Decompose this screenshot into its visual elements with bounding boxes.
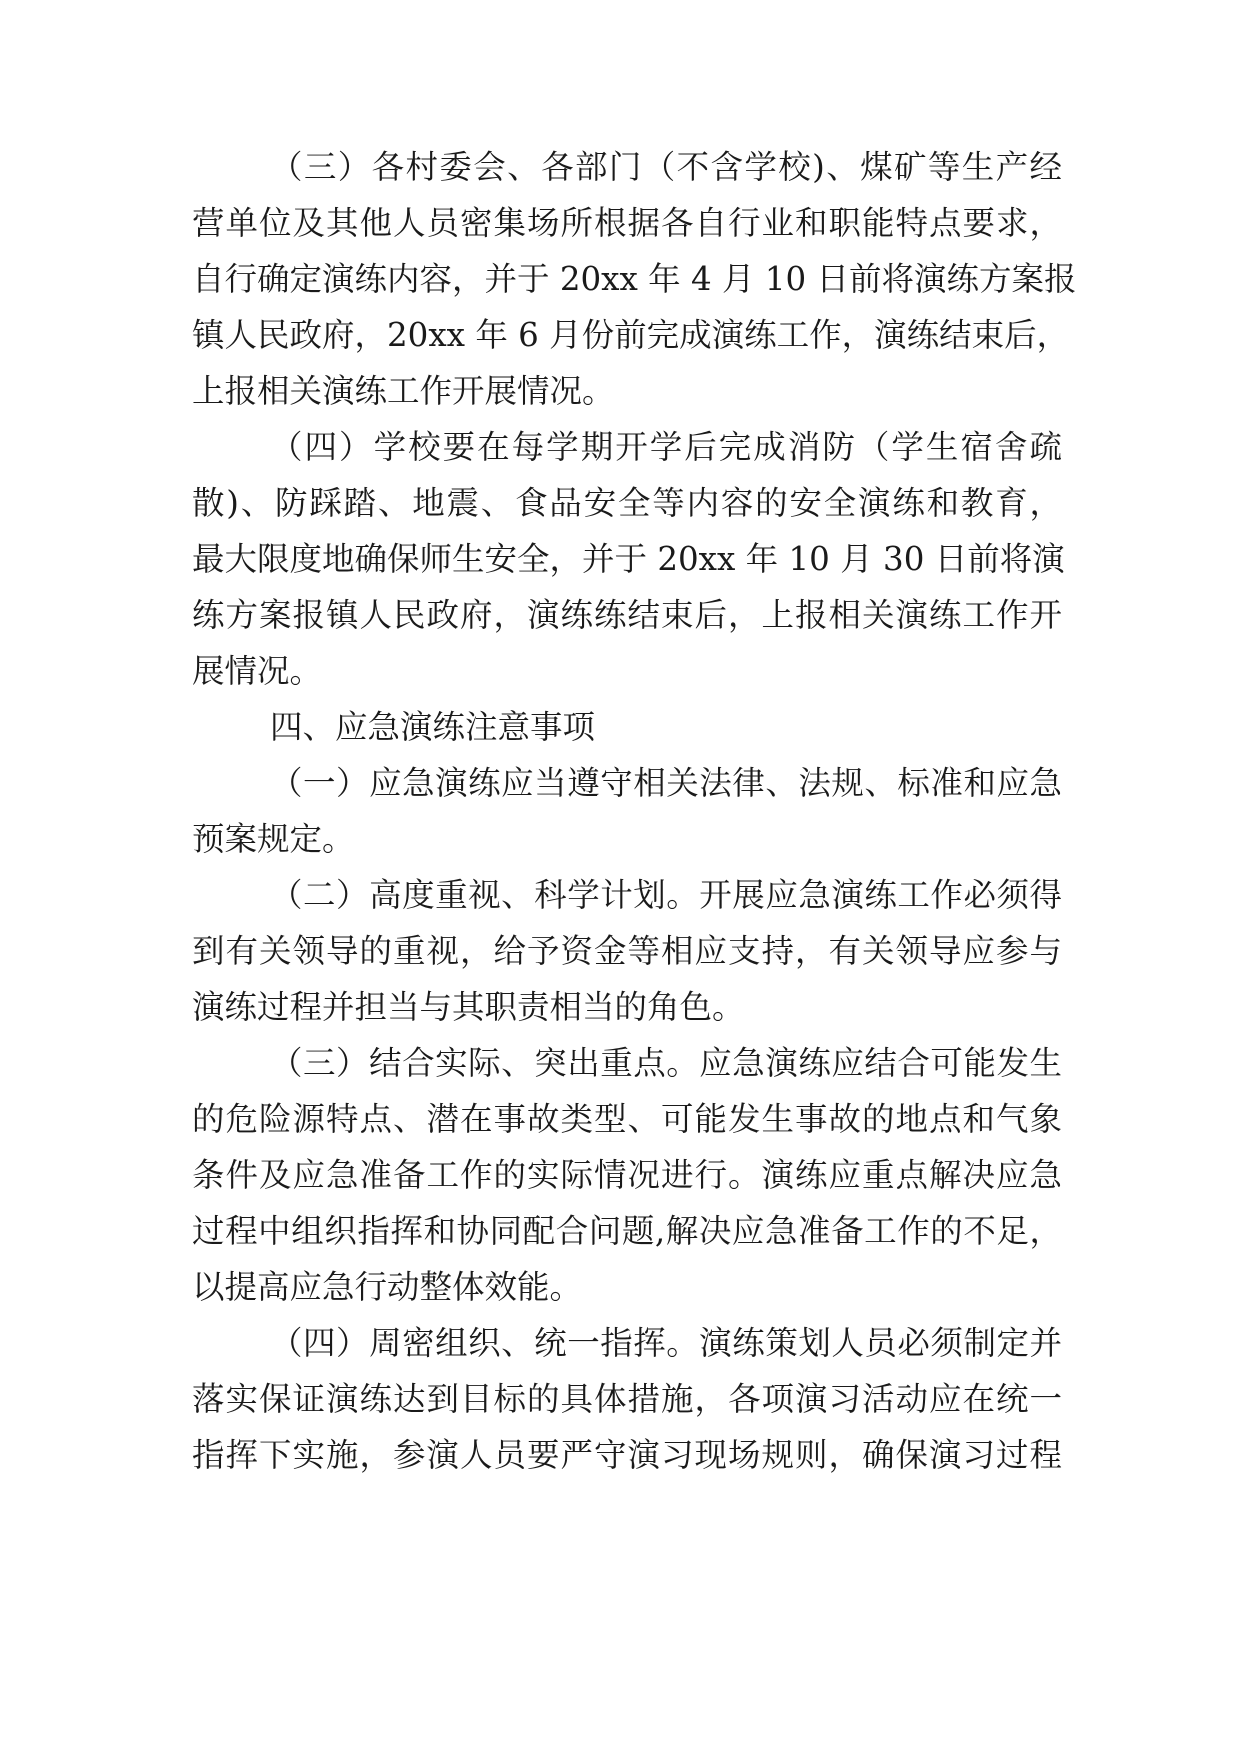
- paragraph-line: 落实保证演练达到目标的具体措施，各项演习活动应在统一: [192, 1380, 1062, 1418]
- paragraph-line: （三）各村委会、各部门（不含学校)、煤矿等生产经: [270, 148, 1062, 186]
- paragraph-line: 条件及应急准备工作的实际情况进行。演练应重点解决应急: [192, 1156, 1062, 1194]
- paragraph-line: 预案规定。: [192, 820, 355, 858]
- paragraph-line: 以提高应急行动整体效能。: [192, 1268, 583, 1306]
- paragraph-line: （二）高度重视、科学计划。开展应急演练工作必须得: [270, 876, 1062, 914]
- section-heading: 四、应急演练注意事项: [270, 708, 596, 746]
- paragraph-line: 的危险源特点、潜在事故类型、可能发生事故的地点和气象: [192, 1100, 1062, 1138]
- paragraph-line: 练方案报镇人民政府，演练练结束后，上报相关演练工作开: [192, 596, 1062, 634]
- paragraph-line: 镇人民政府，20xx 年 6 月份前完成演练工作，演练结束后，: [192, 316, 1070, 354]
- paragraph-line: 到有关领导的重视，给予资金等相应支持，有关领导应参与: [192, 932, 1062, 970]
- paragraph-line: 指挥下实施，参演人员要严守演习现场规则，确保演习过程: [192, 1436, 1062, 1474]
- paragraph-line: 演练过程并担当与其职责相当的角色。: [192, 988, 745, 1026]
- paragraph-line: 最大限度地确保师生安全，并于 20xx 年 10 月 30 日前将演: [192, 540, 1065, 578]
- paragraph-line: （四）周密组织、统一指挥。演练策划人员必须制定并: [270, 1324, 1062, 1362]
- paragraph-line: 自行确定演练内容，并于 20xx 年 4 月 10 日前将演练方案报: [192, 260, 1077, 298]
- paragraph-line: 过程中组织指挥和协同配合问题,解决应急准备工作的不足，: [192, 1212, 1062, 1250]
- paragraph-line: 营单位及其他人员密集场所根据各自行业和职能特点要求，: [192, 204, 1062, 242]
- paragraph-line: （一）应急演练应当遵守相关法律、法规、标准和应急: [270, 764, 1062, 802]
- paragraph-line: （四）学校要在每学期开学后完成消防（学生宿舍疏: [270, 428, 1062, 466]
- paragraph-line: 散)、防踩踏、地震、食品安全等内容的安全演练和教育，: [192, 484, 1062, 522]
- paragraph-line: 展情况。: [192, 652, 323, 690]
- paragraph-line: （三）结合实际、突出重点。应急演练应结合可能发生: [270, 1044, 1062, 1082]
- paragraph-line: 上报相关演练工作开展情况。: [192, 372, 615, 410]
